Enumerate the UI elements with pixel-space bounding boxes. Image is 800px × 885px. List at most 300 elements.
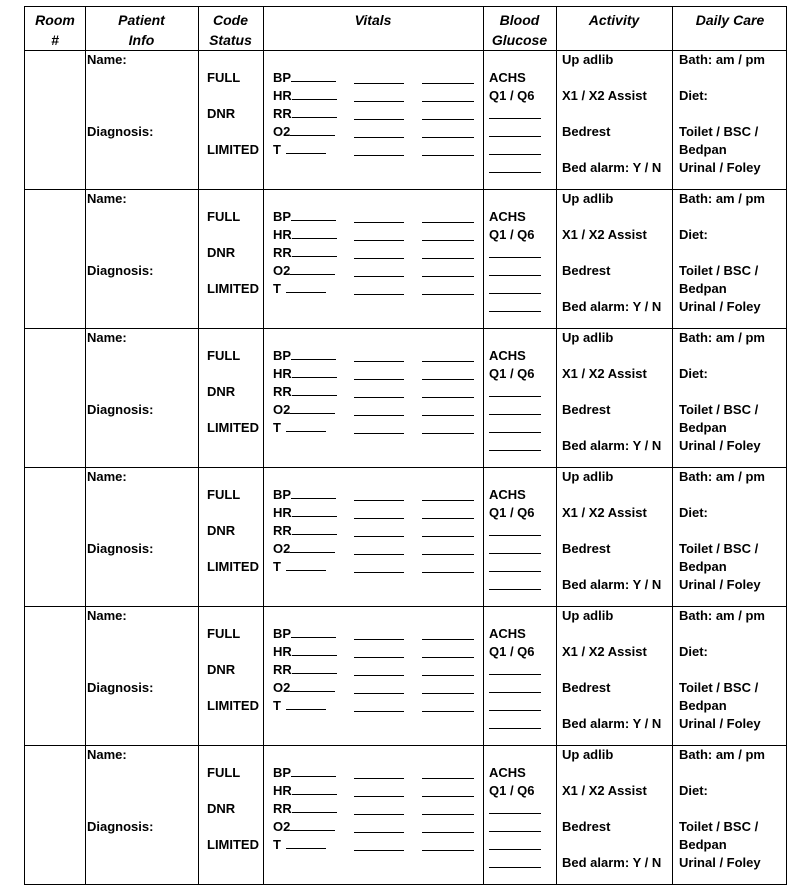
header-vitals-line1: Vitals: [354, 12, 392, 28]
vital-blank-line[interactable]: [354, 814, 404, 815]
vital-bp-field[interactable]: [273, 348, 336, 363]
header-blood-glucose-line1: Blood: [499, 12, 540, 28]
diagnosis-label: Diagnosis:: [87, 124, 154, 139]
header-room: [25, 10, 85, 50]
vital-blank-line[interactable]: [354, 850, 404, 851]
vital-blank-line[interactable]: [422, 222, 474, 223]
code-limited-option[interactable]: LIMITED: [207, 837, 259, 852]
glucose-blank-line[interactable]: [489, 293, 541, 294]
column-divider: [263, 51, 264, 189]
vital-o2-label: O2: [273, 680, 291, 695]
glucose-blank-line[interactable]: [489, 275, 541, 276]
vital-rr-label: RR: [273, 662, 292, 677]
glucose-blank-line[interactable]: [489, 414, 541, 415]
column-divider: [672, 51, 673, 189]
code-limited-option[interactable]: LIMITED: [207, 420, 259, 435]
activity-up-adlib-option[interactable]: Up adlib: [562, 747, 614, 762]
header-activity-line1: Activity: [588, 12, 640, 28]
header-activity: [556, 10, 672, 30]
vital-blank-line[interactable]: [422, 500, 474, 501]
vital-blank-line[interactable]: [422, 778, 474, 779]
vital-hr-label: HR: [273, 88, 292, 103]
glucose-blank-line[interactable]: [489, 450, 541, 451]
glucose-blank-line[interactable]: [489, 849, 541, 850]
activity-bed-alarm-option[interactable]: Bed alarm: Y / N: [562, 160, 662, 175]
care-bedpan-field[interactable]: Bedpan: [679, 420, 727, 435]
vital-hr-field[interactable]: [273, 644, 337, 659]
vital-bp-field[interactable]: [273, 209, 336, 224]
name-label: Name:: [87, 747, 127, 762]
activity-bed-alarm-option[interactable]: Bed alarm: Y / N: [562, 299, 662, 314]
activity-bedrest-option[interactable]: Bedrest: [562, 819, 611, 834]
care-diet-field[interactable]: Diet:: [679, 88, 708, 103]
header-vitals: [263, 10, 483, 30]
code-dnr-option[interactable]: DNR: [207, 106, 236, 121]
patient-row: [24, 746, 787, 885]
column-divider: [672, 468, 673, 606]
diagnosis-label: Diagnosis:: [87, 680, 154, 695]
vital-rr-field[interactable]: [273, 384, 337, 399]
care-toilet-field[interactable]: Toilet / BSC /: [679, 541, 759, 556]
vital-hr-label: HR: [273, 366, 292, 381]
activity-assist-option[interactable]: X1 / X2 Assist: [562, 505, 647, 520]
column-divider: [263, 607, 264, 745]
code-dnr-option[interactable]: DNR: [207, 523, 236, 538]
vital-blank-line[interactable]: [354, 518, 404, 519]
column-divider: [85, 746, 86, 884]
activity-bedrest-option[interactable]: Bedrest: [562, 263, 611, 278]
header-patient-info-line2: Info: [128, 32, 155, 48]
vital-blank-line[interactable]: [354, 119, 404, 120]
header-code-status-line2: Status: [209, 32, 252, 48]
header-blood-glucose: [483, 10, 556, 50]
vital-o2-field[interactable]: [273, 819, 335, 834]
vital-blank-line[interactable]: [354, 83, 404, 84]
patient-row: [24, 468, 787, 607]
column-divider: [85, 190, 86, 328]
vital-hr-label: HR: [273, 505, 292, 520]
activity-assist-option[interactable]: X1 / X2 Assist: [562, 366, 647, 381]
header-blood-glucose-line2: Glucose: [491, 32, 548, 48]
column-divider: [556, 468, 557, 606]
care-diet-field[interactable]: Diet:: [679, 783, 708, 798]
vital-bp-label: BP: [273, 209, 292, 224]
name-label: Name:: [87, 191, 127, 206]
care-bedpan-field[interactable]: Bedpan: [679, 142, 727, 157]
vital-o2-field[interactable]: [273, 541, 335, 556]
care-diet-field[interactable]: Diet:: [679, 505, 708, 520]
column-divider: [263, 746, 264, 884]
column-divider: [85, 51, 86, 189]
column-divider: [672, 190, 673, 328]
care-bath-field[interactable]: Bath: am / pm: [679, 191, 765, 206]
vital-rr-label: RR: [273, 523, 292, 538]
column-divider: [672, 746, 673, 884]
vital-blank-line[interactable]: [354, 657, 404, 658]
vital-blank-line[interactable]: [354, 137, 404, 138]
care-bedpan-field[interactable]: Bedpan: [679, 559, 727, 574]
glucose-blank-line[interactable]: [489, 257, 541, 258]
activity-assist-option[interactable]: X1 / X2 Assist: [562, 783, 647, 798]
glucose-blank-line[interactable]: [489, 553, 541, 554]
vital-hr-field[interactable]: [273, 366, 337, 381]
vital-hr-field[interactable]: [273, 227, 337, 242]
column-divider: [483, 746, 484, 884]
vital-blank-line[interactable]: [354, 240, 404, 241]
glucose-achs-option[interactable]: ACHS: [489, 626, 526, 641]
vital-blank-line[interactable]: [422, 155, 474, 156]
patient-row: [24, 190, 787, 329]
vital-hr-field[interactable]: [273, 505, 337, 520]
activity-bedrest-option[interactable]: Bedrest: [562, 124, 611, 139]
vital-blank-line[interactable]: [354, 222, 404, 223]
vital-hr-label: HR: [273, 644, 292, 659]
vital-blank-line[interactable]: [354, 639, 404, 640]
glucose-blank-line[interactable]: [489, 831, 541, 832]
vital-blank-line[interactable]: [422, 554, 474, 555]
vital-blank-line[interactable]: [422, 639, 474, 640]
vital-bp-field[interactable]: [273, 487, 336, 502]
care-bedpan-field[interactable]: Bedpan: [679, 837, 727, 852]
vital-bp-label: BP: [273, 626, 292, 641]
activity-up-adlib-option[interactable]: Up adlib: [562, 52, 614, 67]
vital-blank-line[interactable]: [354, 711, 404, 712]
vital-blank-line[interactable]: [422, 572, 474, 573]
header-patient-info-line1: Patient: [118, 12, 165, 28]
column-divider: [556, 329, 557, 467]
vital-blank-line[interactable]: [354, 258, 404, 259]
activity-bed-alarm-option[interactable]: Bed alarm: Y / N: [562, 438, 662, 453]
vital-rr-label: RR: [273, 384, 292, 399]
vital-t-field[interactable]: [273, 142, 326, 157]
table-header: [24, 6, 787, 51]
vital-o2-label: O2: [273, 263, 291, 278]
name-label: Name:: [87, 608, 127, 623]
vital-t-label: T: [273, 281, 281, 296]
code-full-option[interactable]: FULL: [207, 765, 241, 780]
column-divider: [556, 607, 557, 745]
vital-blank-line[interactable]: [422, 518, 474, 519]
vital-bp-field[interactable]: [273, 70, 336, 85]
vital-blank-line[interactable]: [422, 101, 474, 102]
vital-blank-line[interactable]: [422, 240, 474, 241]
header-daily-care-line1: Daily Care: [695, 12, 765, 28]
care-urinal-foley-field[interactable]: Urinal / Foley: [679, 299, 761, 314]
care-bedpan-field[interactable]: Bedpan: [679, 698, 727, 713]
glucose-blank-line[interactable]: [489, 674, 541, 675]
care-diet-field[interactable]: Diet:: [679, 644, 708, 659]
vital-blank-line[interactable]: [422, 361, 474, 362]
name-label: Name:: [87, 469, 127, 484]
code-dnr-option[interactable]: DNR: [207, 384, 236, 399]
vital-hr-label: HR: [273, 227, 292, 242]
vital-blank-line[interactable]: [354, 276, 404, 277]
glucose-blank-line[interactable]: [489, 728, 541, 729]
care-toilet-field[interactable]: Toilet / BSC /: [679, 402, 759, 417]
column-divider: [198, 746, 199, 884]
vital-blank-line[interactable]: [422, 832, 474, 833]
name-label: Name:: [87, 330, 127, 345]
care-bath-field[interactable]: Bath: am / pm: [679, 608, 765, 623]
code-limited-option[interactable]: LIMITED: [207, 281, 259, 296]
vital-t-field[interactable]: [273, 698, 326, 713]
glucose-blank-line[interactable]: [489, 154, 541, 155]
activity-assist-option[interactable]: X1 / X2 Assist: [562, 88, 647, 103]
vital-blank-line[interactable]: [354, 675, 404, 676]
activity-bedrest-option[interactable]: Bedrest: [562, 541, 611, 556]
vital-o2-field[interactable]: [273, 402, 335, 417]
activity-bed-alarm-option[interactable]: Bed alarm: Y / N: [562, 855, 662, 870]
glucose-blank-line[interactable]: [489, 136, 541, 137]
vital-blank-line[interactable]: [354, 155, 404, 156]
column-divider: [483, 51, 484, 189]
vital-blank-line[interactable]: [422, 379, 474, 380]
column-divider: [556, 190, 557, 328]
vital-blank-line[interactable]: [354, 693, 404, 694]
vital-o2-label: O2: [273, 402, 291, 417]
column-divider: [556, 51, 557, 189]
header-room-line2: #: [51, 32, 59, 48]
activity-assist-option[interactable]: X1 / X2 Assist: [562, 227, 647, 242]
glucose-blank-line[interactable]: [489, 311, 541, 312]
glucose-q1-q6-option[interactable]: Q1 / Q6: [489, 783, 535, 798]
vital-o2-field[interactable]: [273, 124, 335, 139]
care-bath-field[interactable]: Bath: am / pm: [679, 747, 765, 762]
column-divider: [263, 190, 264, 328]
care-urinal-foley-field[interactable]: Urinal / Foley: [679, 577, 761, 592]
vital-rr-field[interactable]: [273, 662, 337, 677]
diagnosis-label: Diagnosis:: [87, 819, 154, 834]
column-divider: [483, 329, 484, 467]
header-patient-info: [85, 10, 198, 50]
glucose-achs-option[interactable]: ACHS: [489, 70, 526, 85]
column-divider: [263, 329, 264, 467]
column-divider: [198, 607, 199, 745]
vital-blank-line[interactable]: [354, 397, 404, 398]
vital-blank-line[interactable]: [422, 397, 474, 398]
glucose-achs-option[interactable]: ACHS: [489, 209, 526, 224]
vital-hr-field[interactable]: [273, 783, 337, 798]
vital-rr-field[interactable]: [273, 106, 337, 121]
vital-blank-line[interactable]: [354, 554, 404, 555]
vital-blank-line[interactable]: [422, 433, 474, 434]
glucose-blank-line[interactable]: [489, 535, 541, 536]
activity-bedrest-option[interactable]: Bedrest: [562, 680, 611, 695]
glucose-blank-line[interactable]: [489, 118, 541, 119]
vital-t-field[interactable]: [273, 559, 326, 574]
vital-t-field[interactable]: [273, 837, 326, 852]
vital-blank-line[interactable]: [354, 415, 404, 416]
code-full-option[interactable]: FULL: [207, 209, 241, 224]
column-divider: [198, 329, 199, 467]
code-limited-option[interactable]: LIMITED: [207, 142, 259, 157]
care-urinal-foley-field[interactable]: Urinal / Foley: [679, 438, 761, 453]
care-bath-field[interactable]: Bath: am / pm: [679, 469, 765, 484]
vital-bp-label: BP: [273, 765, 292, 780]
code-dnr-option[interactable]: DNR: [207, 662, 236, 677]
vital-bp-label: BP: [273, 70, 292, 85]
activity-assist-option[interactable]: X1 / X2 Assist: [562, 644, 647, 659]
diagnosis-label: Diagnosis:: [87, 263, 154, 278]
care-toilet-field[interactable]: Toilet / BSC /: [679, 263, 759, 278]
column-divider: [85, 329, 86, 467]
vital-o2-label: O2: [273, 124, 291, 139]
care-diet-field[interactable]: Diet:: [679, 227, 708, 242]
glucose-q1-q6-option[interactable]: Q1 / Q6: [489, 227, 535, 242]
code-dnr-option[interactable]: DNR: [207, 801, 236, 816]
vital-blank-line[interactable]: [422, 693, 474, 694]
glucose-q1-q6-option[interactable]: Q1 / Q6: [489, 644, 535, 659]
vital-t-label: T: [273, 559, 281, 574]
glucose-blank-line[interactable]: [489, 432, 541, 433]
vital-blank-line[interactable]: [422, 711, 474, 712]
vital-blank-line[interactable]: [354, 796, 404, 797]
glucose-achs-option[interactable]: ACHS: [489, 765, 526, 780]
care-bath-field[interactable]: Bath: am / pm: [679, 330, 765, 345]
vital-blank-line[interactable]: [422, 258, 474, 259]
vital-blank-line[interactable]: [354, 101, 404, 102]
column-divider: [672, 607, 673, 745]
glucose-blank-line[interactable]: [489, 813, 541, 814]
vital-bp-label: BP: [273, 348, 292, 363]
vital-blank-line[interactable]: [422, 814, 474, 815]
glucose-achs-option[interactable]: ACHS: [489, 487, 526, 502]
code-full-option[interactable]: FULL: [207, 487, 241, 502]
activity-bed-alarm-option[interactable]: Bed alarm: Y / N: [562, 716, 662, 731]
column-divider: [198, 51, 199, 189]
patient-row: [24, 329, 787, 468]
vital-bp-label: BP: [273, 487, 292, 502]
glucose-blank-line[interactable]: [489, 589, 541, 590]
vital-blank-line[interactable]: [422, 850, 474, 851]
care-urinal-foley-field[interactable]: Urinal / Foley: [679, 716, 761, 731]
vital-o2-label: O2: [273, 819, 291, 834]
column-divider: [556, 746, 557, 884]
vital-blank-line[interactable]: [422, 796, 474, 797]
vital-o2-label: O2: [273, 541, 291, 556]
column-divider: [85, 607, 86, 745]
vital-blank-line[interactable]: [422, 536, 474, 537]
vital-t-label: T: [273, 142, 281, 157]
glucose-blank-line[interactable]: [489, 692, 541, 693]
vital-t-label: T: [273, 837, 281, 852]
vital-o2-field[interactable]: [273, 680, 335, 695]
column-divider: [198, 190, 199, 328]
vital-t-label: T: [273, 698, 281, 713]
vital-bp-field[interactable]: [273, 765, 336, 780]
vital-blank-line[interactable]: [354, 778, 404, 779]
column-divider: [263, 468, 264, 606]
column-divider: [483, 468, 484, 606]
vital-blank-line[interactable]: [354, 536, 404, 537]
vital-blank-line[interactable]: [422, 119, 474, 120]
care-urinal-foley-field[interactable]: Urinal / Foley: [679, 855, 761, 870]
activity-up-adlib-option[interactable]: Up adlib: [562, 191, 614, 206]
diagnosis-label: Diagnosis:: [87, 541, 154, 556]
activity-bed-alarm-option[interactable]: Bed alarm: Y / N: [562, 577, 662, 592]
vital-blank-line[interactable]: [422, 675, 474, 676]
vital-bp-field[interactable]: [273, 626, 336, 641]
glucose-blank-line[interactable]: [489, 172, 541, 173]
activity-up-adlib-option[interactable]: Up adlib: [562, 330, 614, 345]
vital-blank-line[interactable]: [354, 361, 404, 362]
vital-blank-line[interactable]: [354, 433, 404, 434]
vital-rr-field[interactable]: [273, 801, 337, 816]
glucose-q1-q6-option[interactable]: Q1 / Q6: [489, 88, 535, 103]
activity-bedrest-option[interactable]: Bedrest: [562, 402, 611, 417]
glucose-achs-option[interactable]: ACHS: [489, 348, 526, 363]
activity-up-adlib-option[interactable]: Up adlib: [562, 469, 614, 484]
vital-blank-line[interactable]: [422, 415, 474, 416]
code-full-option[interactable]: FULL: [207, 70, 241, 85]
diagnosis-label: Diagnosis:: [87, 402, 154, 417]
glucose-blank-line[interactable]: [489, 867, 541, 868]
vital-rr-label: RR: [273, 245, 292, 260]
code-full-option[interactable]: FULL: [207, 348, 241, 363]
column-divider: [672, 329, 673, 467]
vital-t-label: T: [273, 420, 281, 435]
patient-row: [24, 607, 787, 746]
name-label: Name:: [87, 52, 127, 67]
vital-rr-field[interactable]: [273, 245, 337, 260]
vital-t-field[interactable]: [273, 420, 326, 435]
activity-up-adlib-option[interactable]: Up adlib: [562, 608, 614, 623]
column-divider: [85, 468, 86, 606]
code-limited-option[interactable]: LIMITED: [207, 559, 259, 574]
care-toilet-field[interactable]: Toilet / BSC /: [679, 680, 759, 695]
code-limited-option[interactable]: LIMITED: [207, 698, 259, 713]
glucose-blank-line[interactable]: [489, 396, 541, 397]
code-dnr-option[interactable]: DNR: [207, 245, 236, 260]
column-divider: [483, 190, 484, 328]
vital-blank-line[interactable]: [422, 83, 474, 84]
header-room-line1: Room: [35, 12, 75, 28]
vital-blank-line[interactable]: [354, 572, 404, 573]
care-bath-field[interactable]: Bath: am / pm: [679, 52, 765, 67]
header-code-status-line1: Code: [213, 12, 248, 28]
care-toilet-field[interactable]: Toilet / BSC /: [679, 819, 759, 834]
vital-rr-field[interactable]: [273, 523, 337, 538]
glucose-blank-line[interactable]: [489, 571, 541, 572]
vital-hr-field[interactable]: [273, 88, 337, 103]
care-toilet-field[interactable]: Toilet / BSC /: [679, 124, 759, 139]
column-divider: [198, 468, 199, 606]
header-code-status: [198, 10, 263, 50]
vital-blank-line[interactable]: [354, 832, 404, 833]
code-full-option[interactable]: FULL: [207, 626, 241, 641]
vital-blank-line[interactable]: [422, 294, 474, 295]
glucose-blank-line[interactable]: [489, 710, 541, 711]
care-diet-field[interactable]: Diet:: [679, 366, 708, 381]
column-divider: [483, 607, 484, 745]
vital-blank-line[interactable]: [422, 276, 474, 277]
vital-blank-line[interactable]: [422, 657, 474, 658]
care-bedpan-field[interactable]: Bedpan: [679, 281, 727, 296]
vital-rr-label: RR: [273, 106, 292, 121]
header-daily-care: [672, 10, 788, 30]
vital-blank-line[interactable]: [422, 137, 474, 138]
vital-blank-line[interactable]: [354, 379, 404, 380]
vital-t-field[interactable]: [273, 281, 326, 296]
vital-o2-field[interactable]: [273, 263, 335, 278]
glucose-q1-q6-option[interactable]: Q1 / Q6: [489, 366, 535, 381]
vital-rr-label: RR: [273, 801, 292, 816]
glucose-q1-q6-option[interactable]: Q1 / Q6: [489, 505, 535, 520]
vital-blank-line[interactable]: [354, 294, 404, 295]
patient-row: [24, 51, 787, 190]
care-urinal-foley-field[interactable]: Urinal / Foley: [679, 160, 761, 175]
vital-blank-line[interactable]: [354, 500, 404, 501]
